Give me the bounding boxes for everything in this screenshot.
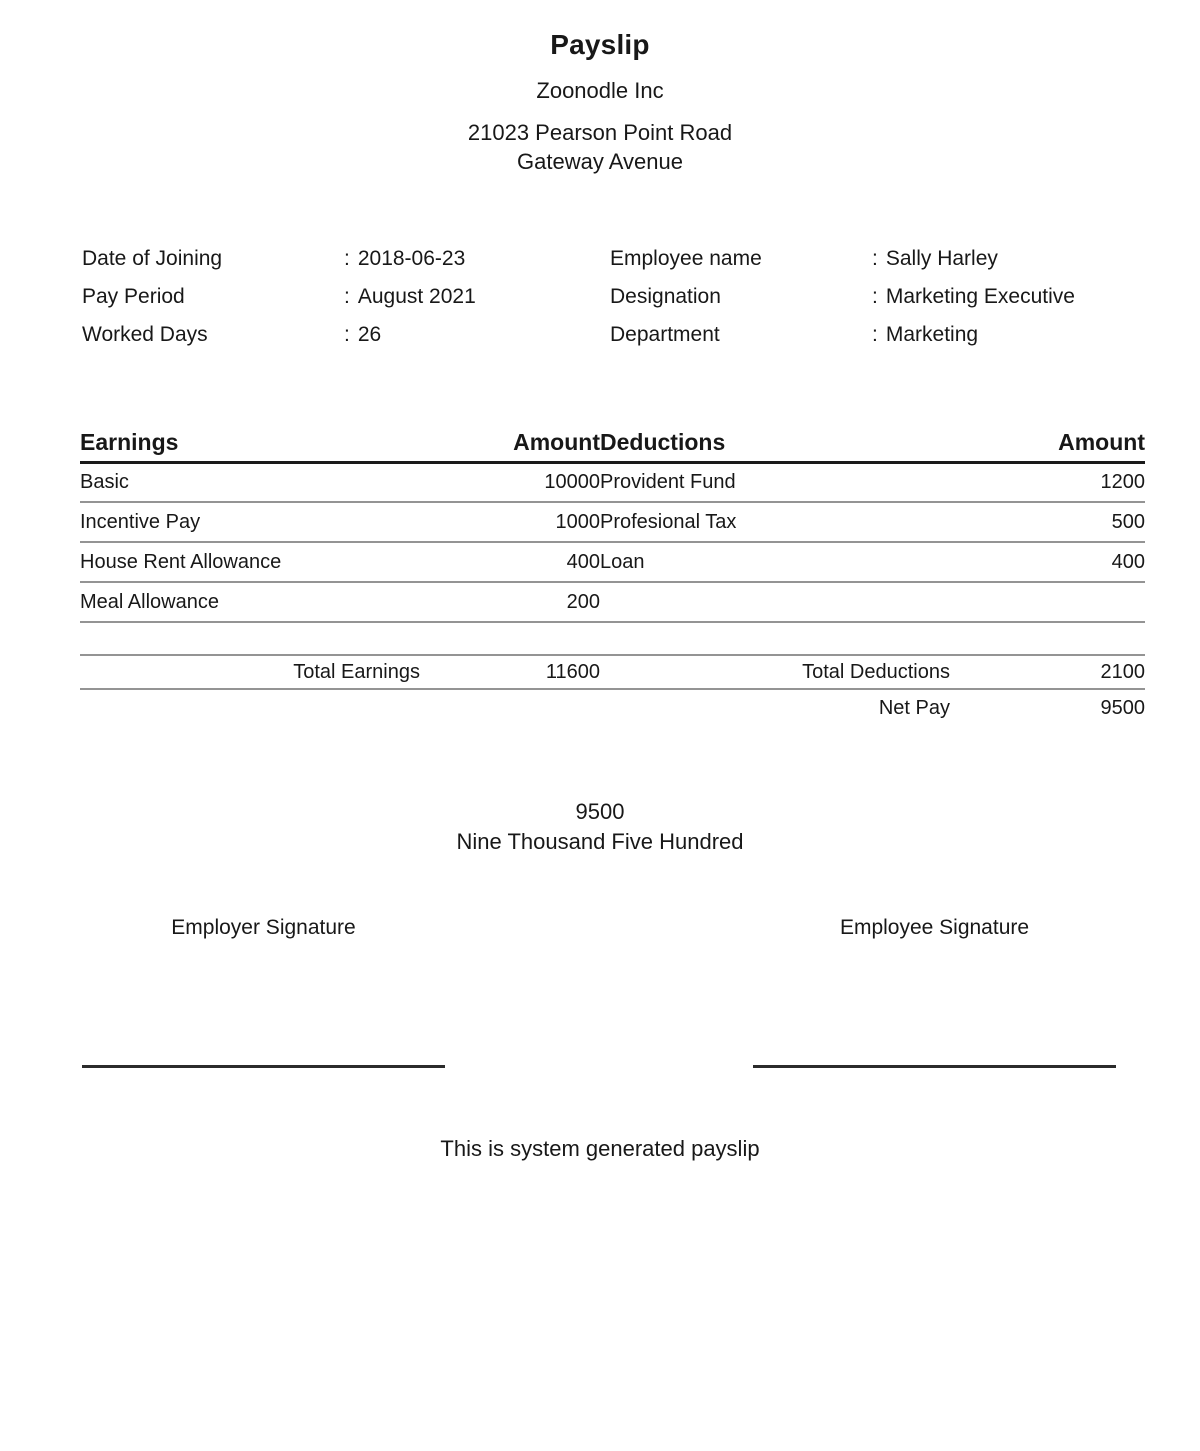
deduction-label	[600, 582, 950, 622]
deduction-amount: 1200	[950, 462, 1145, 502]
info-value	[344, 323, 381, 347]
info-value-text: August 2021	[357, 285, 476, 308]
employer-signature-label: Employer Signature	[171, 916, 356, 939]
total-earnings-label: Total Earnings	[80, 655, 420, 689]
employee-signature-label: Employee Signature	[839, 916, 1030, 939]
deduction-label: Profesional Tax	[600, 502, 950, 542]
employee-signature-line	[753, 1065, 1116, 1068]
earning-amount: 400	[420, 542, 600, 582]
colon-separator: :	[344, 323, 350, 346]
info-value-text: Marketing	[885, 323, 979, 346]
info-value	[872, 323, 978, 347]
net-pay-summary	[0, 797, 1200, 857]
net-pay-value: 9500	[1100, 697, 1145, 719]
deduction-amount: 500	[950, 502, 1145, 542]
colon-separator: :	[872, 247, 878, 270]
total-deductions-value: 2100	[950, 655, 1145, 689]
spacer-cell	[80, 622, 1145, 655]
table-row-basic	[80, 462, 1145, 502]
document-header	[0, 28, 1200, 176]
deduction-label: Provident Fund	[600, 462, 950, 502]
info-value-text: Marketing Executive	[885, 285, 1075, 308]
net-pay-amount: 9500	[575, 799, 625, 824]
info-row-employee-name	[610, 240, 1150, 278]
address-line-2: Gateway Avenue	[517, 149, 683, 174]
info-row-worked-days	[82, 316, 592, 354]
info-label: Department	[610, 323, 720, 346]
company-name: Zoonodle Inc	[536, 78, 664, 103]
total-earnings-value: 11600	[420, 655, 600, 689]
colon-separator: :	[872, 323, 878, 346]
earnings-amount-header: Amount	[420, 424, 600, 462]
earning-amount: 200	[420, 582, 600, 622]
earning-label: Basic	[80, 462, 420, 502]
info-value	[344, 247, 465, 271]
total-deductions-label: Total Deductions	[600, 655, 950, 689]
deductions-header: Deductions	[600, 424, 950, 462]
colon-separator: :	[344, 247, 350, 270]
info-value	[872, 285, 1075, 309]
company-address	[0, 118, 1200, 176]
net-pay-label: Net Pay	[878, 697, 950, 719]
info-row-date-of-joining	[82, 240, 592, 278]
info-label: Designation	[610, 285, 721, 308]
empty-cell	[80, 689, 420, 727]
info-value-text: 26	[357, 323, 382, 346]
employee-details-column	[610, 240, 1150, 354]
empty-cell	[420, 689, 600, 727]
earning-label: Incentive Pay	[80, 502, 420, 542]
info-label: Pay Period	[82, 285, 185, 308]
deduction-label: Loan	[600, 542, 950, 582]
colon-separator: :	[344, 285, 350, 308]
payslip-title: Payslip	[550, 29, 650, 60]
net-pay-in-words: Nine Thousand Five Hundred	[456, 829, 744, 854]
deduction-amount: 400	[950, 542, 1145, 582]
earning-label: Meal Allowance	[80, 582, 420, 622]
info-value-text: 2018-06-23	[357, 247, 466, 270]
pay-table-header-row	[80, 424, 1145, 462]
info-row-pay-period	[82, 278, 592, 316]
spacer-row	[80, 622, 1145, 655]
address-line-1: 21023 Pearson Point Road	[467, 120, 733, 145]
info-value	[872, 247, 998, 271]
info-label: Worked Days	[82, 323, 208, 346]
info-label: Date of Joining	[82, 247, 223, 270]
pay-table	[80, 424, 1145, 727]
footer-note: This is system generated payslip	[440, 1136, 760, 1161]
employment-details-column	[82, 240, 592, 354]
deductions-amount-header: Amount	[950, 424, 1145, 462]
net-pay-row	[80, 689, 1145, 727]
colon-separator: :	[872, 285, 878, 308]
employer-signature-line	[82, 1065, 445, 1068]
table-row-incentive-pay	[80, 502, 1145, 542]
table-row-house-rent-allowance	[80, 542, 1145, 582]
earnings-header: Earnings	[80, 424, 420, 462]
info-value	[344, 285, 476, 309]
info-row-designation	[610, 278, 1150, 316]
deduction-amount	[950, 582, 1145, 622]
info-row-department	[610, 316, 1150, 354]
earning-amount: 10000	[420, 462, 600, 502]
totals-row	[80, 655, 1145, 689]
table-row-meal-allowance	[80, 582, 1145, 622]
info-label: Employee name	[610, 247, 762, 270]
earning-label: House Rent Allowance	[80, 542, 420, 582]
earning-amount: 1000	[420, 502, 600, 542]
info-value-text: Sally Harley	[885, 247, 998, 270]
